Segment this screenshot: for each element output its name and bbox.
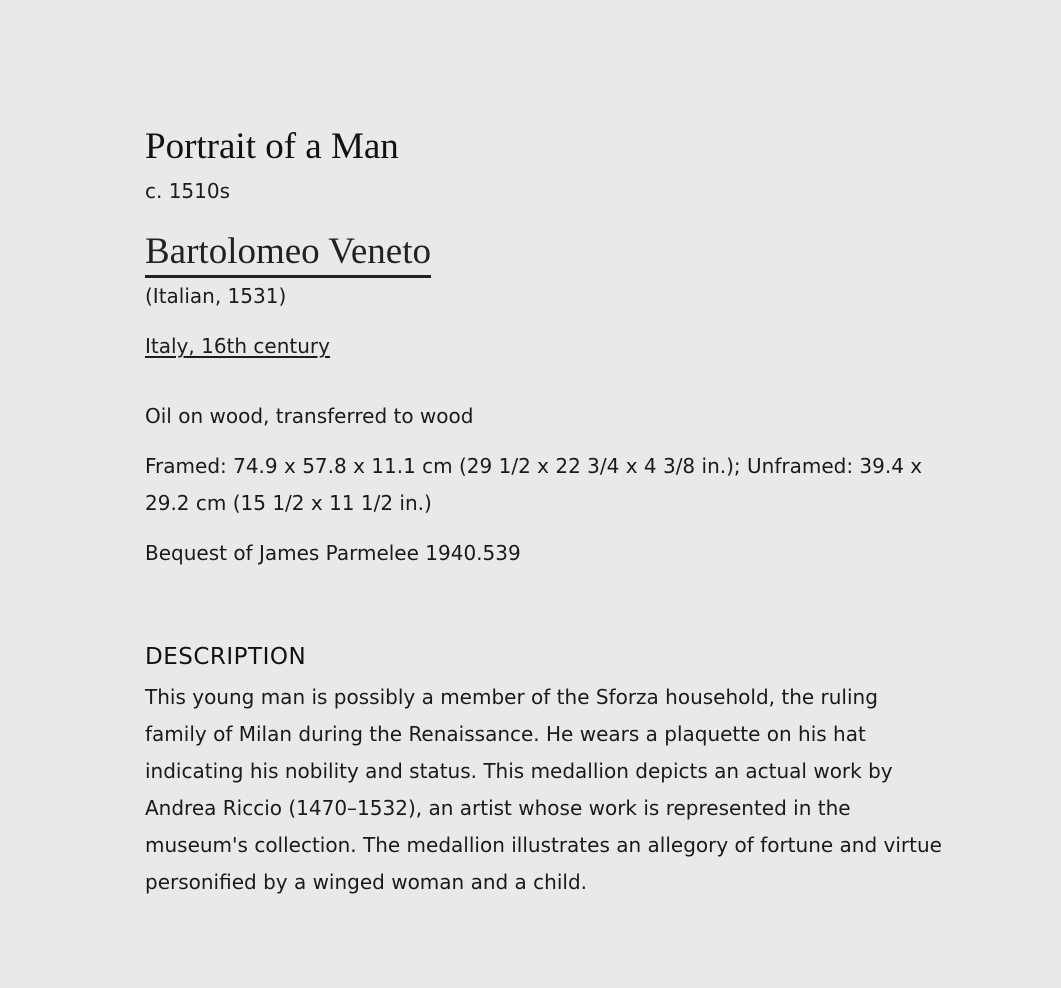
artist-nationality: (Italian, 1531) [145, 284, 287, 308]
artist-link[interactable]: Bartolomeo Veneto [145, 229, 431, 278]
artwork-title: Portrait of a Man [145, 126, 399, 167]
credit-line: Bequest of James Parmelee 1940.539 [145, 541, 521, 565]
description-body: This young man is possibly a member of the Sforza household, the ruling family of Milan during the Renaissance. He wears a plaquette on his hat indicating his nobility and status. This medallion depicts an actual work by Andrea Riccio (1470–1532), an artist whose work is represented in the museum's collection. The medallion illustrates an allegory of fortune and virtue personified by a winged woman and a child. [145, 685, 942, 894]
artwork-dimensions: Framed: 74.9 x 57.8 x 11.1 cm (29 1/2 x 22 3/4 x 4 3/8 in.); Unframed: 39.4 x 29.2 cm (15 1/2 x 11 1/2 in.) [145, 454, 923, 515]
culture-link[interactable]: Italy, 16th century [145, 334, 330, 358]
description-heading: DESCRIPTION [145, 644, 307, 670]
artwork-date: c. 1510s [145, 179, 231, 203]
artwork-medium: Oil on wood, transferred to wood [145, 404, 474, 428]
